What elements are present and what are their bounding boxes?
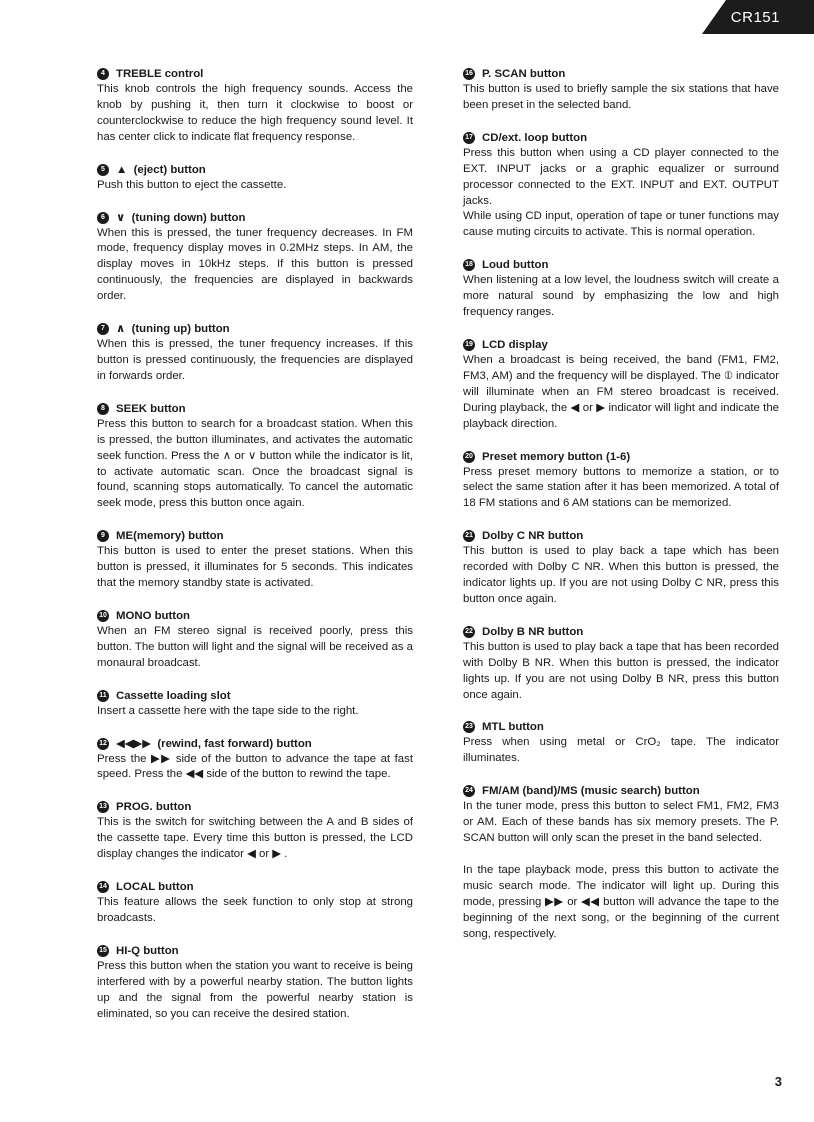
section-body: This button is used to enter the preset stations. When this button is pressed, it illuminates for 5 seconds. This indicates that the memory standby state is activated. [97,545,413,590]
section-heading [97,401,413,417]
section-body: Press this button when using a CD player connected to the EXT. INPUT jacks or a graphic equalizer or surround processor connected to the EXT. INPUT and EXT. OUTPUT jacks. While using CD input, operation of tape or tuner functions may cause muting circuits to activate. This is normal operation. [463,146,779,239]
section-heading [463,624,779,640]
section-title: LCD display [482,338,548,351]
section-heading [97,688,413,704]
section-title: ▲ (eject) button [116,163,206,176]
item-number-badge: 10 [97,610,109,622]
section-heading [97,66,413,82]
section-heading [97,736,413,752]
item-number-badge: 8 [97,403,109,415]
manual-section [463,66,779,114]
manual-section [97,688,413,720]
section-title: LOCAL button [116,881,194,894]
section-heading [463,337,779,353]
section-heading [463,257,779,273]
section-title: ∧ (tuning up) button [116,323,230,336]
item-number-badge: 16 [463,68,475,80]
manual-section [97,66,413,146]
section-heading [97,321,413,337]
manual-section [463,719,779,767]
section-title: Preset memory button (1-6) [482,450,631,463]
manual-section [97,401,413,512]
section-title: Cassette loading slot [116,689,231,702]
manual-section [97,799,413,863]
section-body: When this is pressed, the tuner frequency decreases. In FM mode, frequency display moves in 0.2MHz steps. In AM, the display moves in 10kHz steps. If this button is pressed continuously, the frequencies are displayed in backwards order. [97,226,413,303]
section-title: MTL button [482,721,544,734]
section-title: HI-Q button [116,944,179,957]
section-title: TREBLE control [116,68,204,80]
model-label: CR151 [730,9,780,26]
manual-section [463,257,779,321]
manual-section [463,528,779,608]
section-body: Press the ▶▶ side of the button to advance the tape at fast speed. Press the ◀◀ side of the button to rewind the tape. [97,752,413,781]
section-body: When this is pressed, the tuner frequency increases. If this button is pressed continuously, the frequencies are displayed in forwards order. [97,338,413,382]
manual-section [97,943,413,1023]
item-number-badge: 13 [97,801,109,813]
item-number-badge: 22 [463,626,475,638]
item-number-badge: 11 [97,690,109,702]
item-number-badge: 12 [97,738,109,750]
section-body: When a broadcast is being received, the band (FM1, FM2, FM3, AM) and the frequency will be displayed. The ⦶ indicator will illuminate when an FM stereo broadcast is received. During playback, the ◀ or ▶ indicator will light and indicate the playback direction. [463,353,779,430]
manual-section [97,210,413,306]
section-title: ∨ (tuning down) button [116,211,246,224]
page-number: 3 [774,1074,782,1089]
section-title: SEEK button [116,402,186,415]
section-heading [97,608,413,624]
section-heading [463,783,779,799]
section-title: Dolby B NR button [482,625,584,638]
section-body: This is the switch for switching between the A and B sides of the cassette tape. Every time this button is pressed, the LCD display changes the indicator ◀ or ▶ . [97,816,413,861]
item-number-badge: 15 [97,945,109,957]
section-heading [97,943,413,959]
section-body: Press preset memory buttons to memorize a station, or to select the same station after it has been memorized. A total of 18 FM stations and 6 AM stations can be memorized. [463,465,779,510]
section-title: Dolby C NR button [482,530,584,543]
section-body: Press this button to search for a broadcast station. When this is pressed, the button illuminates, and activates the automatic seek function. Press the ∧ or ∨ button while the indicator is lit, to activate automatic scan. Once the broadcast signal is found, scanning stops automatically. To cancel the automatic seek mode, press this button once again. [97,417,413,510]
item-number-badge: 17 [463,132,475,144]
manual-section [463,337,779,433]
item-number-badge: 21 [463,530,475,542]
item-number-badge: 18 [463,259,475,271]
section-body: When listening at a low level, the loudness switch will create a more natural sound by emphasizing the low and high frequency ranges. [463,274,779,319]
section-body: Push this button to eject the cassette. [97,178,287,191]
section-title: MONO button [116,609,191,622]
section-heading [97,210,413,226]
item-number-badge: 19 [463,339,475,351]
section-body: Press when using metal or CrO₂ tape. The indicator illuminates. [463,736,779,765]
item-number-badge: 6 [97,212,109,224]
manual-section [97,162,413,194]
section-heading [463,449,779,465]
section-heading [463,528,779,544]
section-title: PROG. button [116,801,192,814]
section-body: This knob controls the high frequency sounds. Access the knob by pushing it, then turn it clockwise to boost or counterclockwise to reduce the high frequency sound level. It has center click to indicate flat frequency response. [97,83,413,143]
manual-section [97,528,413,592]
section-body: When an FM stereo signal is received poorly, press this button. The button will light and the signal will be received as a monaural broadcast. [97,624,413,669]
section-heading [463,719,779,735]
section-title: FM/AM (band)/MS (music search) button [482,785,700,798]
item-number-badge: 24 [463,785,475,797]
section-title: ◀◀▶▶ (rewind, fast forward) button [116,737,312,750]
section-title: P. SCAN button [482,68,566,80]
right-column [463,66,779,958]
section-heading [97,799,413,815]
section-heading [97,528,413,544]
section-heading [97,879,413,895]
item-number-badge: 9 [97,530,109,542]
manual-section [463,783,779,942]
item-number-badge: 5 [97,164,109,176]
manual-section [463,449,779,513]
section-heading [463,130,779,146]
manual-section [97,879,413,927]
manual-section [97,736,413,784]
manual-section [463,130,779,241]
section-body: This button is used to briefly sample the six stations that have been preset in the selected band. [463,83,779,111]
item-number-badge: 23 [463,721,475,733]
section-title: ME(memory) button [116,530,224,543]
manual-section [463,624,779,704]
section-body: This button is used to play back a tape that has been recorded with Dolby B NR. When this button is pressed, the indicator lights up. If you are not using Dolby B NR, press this button once again. [463,640,779,701]
section-body: This button is used to play back a tape which has been recorded with Dolby C NR. When this button is pressed, the indicator lights up. If you are not using Dolby C NR, press this button once again. [463,545,779,605]
item-number-badge: 7 [97,323,109,335]
section-title: Loud button [482,259,549,272]
item-number-badge: 4 [97,68,109,80]
section-heading [463,66,779,82]
section-body: In the tuner mode, press this button to select FM1, FM2, FM3 or AM. Each of these bands has six memory presets. The P. SCAN button will only scan the preset in the band selected. In the tape playback mode, press this button to activate the music search mode. The indicator will light up. During this mode, pressing ▶▶ or ◀◀ button will advance the tape to the beginning of the next song, or the beginning of the current song, respectively. [463,800,779,940]
manual-section [97,321,413,385]
section-body: Press this button when the station you want to receive is being interfered with by a powerful nearby station. The button lights up and the signal from the powerful nearby station is eliminated, so you can receive the desired station. [97,959,413,1020]
item-number-badge: 20 [463,451,475,463]
manual-section [97,608,413,672]
item-number-badge: 14 [97,881,109,893]
left-column [97,66,413,1039]
section-heading [97,162,413,178]
section-body: This feature allows the seek function to only stop at strong broadcasts. [97,896,413,924]
section-body: Insert a cassette here with the tape side to the right. [97,704,359,717]
section-title: CD/ext. loop button [482,131,588,144]
